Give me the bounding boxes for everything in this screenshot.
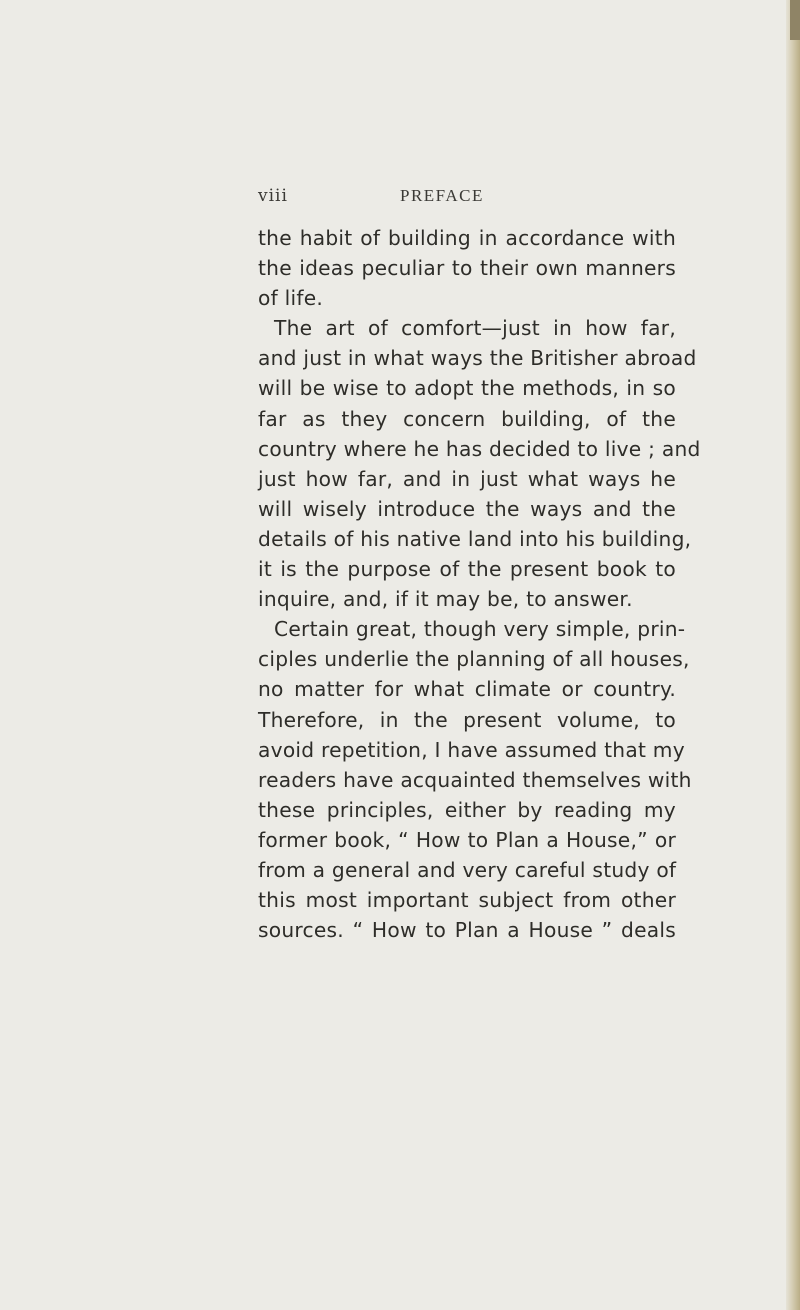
text-line: from a general and very careful study of bbox=[258, 857, 677, 882]
text-line: Certain great, though very simple, prin- bbox=[274, 617, 686, 642]
text-line: readers have acquainted themselves with bbox=[258, 767, 692, 792]
text-line: ciples underlie the planning of all houses, bbox=[258, 647, 690, 672]
text-line: the habit of building in accordance with bbox=[258, 226, 676, 250]
page-edge-corner bbox=[790, 0, 800, 40]
text-line: it is the purpose of the present book to bbox=[258, 557, 676, 582]
text-line: inquire, and, if it may be, to answer. bbox=[258, 587, 633, 612]
text-line: will wisely introduce the ways and the bbox=[258, 496, 676, 521]
running-head bbox=[0, 186, 800, 216]
text-line: far as they concern building, of the bbox=[258, 406, 676, 431]
text-line: former book, “ How to Plan a House,” or bbox=[258, 827, 676, 852]
text-line: these principles, either by reading my bbox=[258, 797, 676, 822]
text-line: no matter for what climate or country. bbox=[258, 677, 676, 702]
text-line: details of his native land into his building, bbox=[258, 526, 692, 551]
text-line: The art of comfort—just in how far, bbox=[274, 316, 676, 341]
text-line: the ideas peculiar to their own manners bbox=[258, 256, 676, 281]
text-line: this most important subject from other bbox=[258, 888, 676, 913]
text-line: and just in what ways the Britisher abroad bbox=[258, 346, 697, 371]
text-line: avoid repetition, I have assumed that my bbox=[258, 737, 685, 762]
running-title: PREFACE bbox=[400, 186, 484, 205]
text-line: Therefore, in the present volume, to bbox=[258, 707, 676, 732]
text-line: will be wise to adopt the methods, in so bbox=[258, 376, 676, 401]
text-line: of life. bbox=[258, 286, 324, 311]
page-number: viii bbox=[258, 186, 288, 206]
text-line: just how far, and in just what ways he bbox=[258, 466, 676, 491]
body-text bbox=[258, 223, 701, 1103]
text-line: country where he has decided to live ; and bbox=[258, 436, 701, 461]
text-line: sources. “ How to Plan a House ” deals bbox=[258, 918, 676, 943]
